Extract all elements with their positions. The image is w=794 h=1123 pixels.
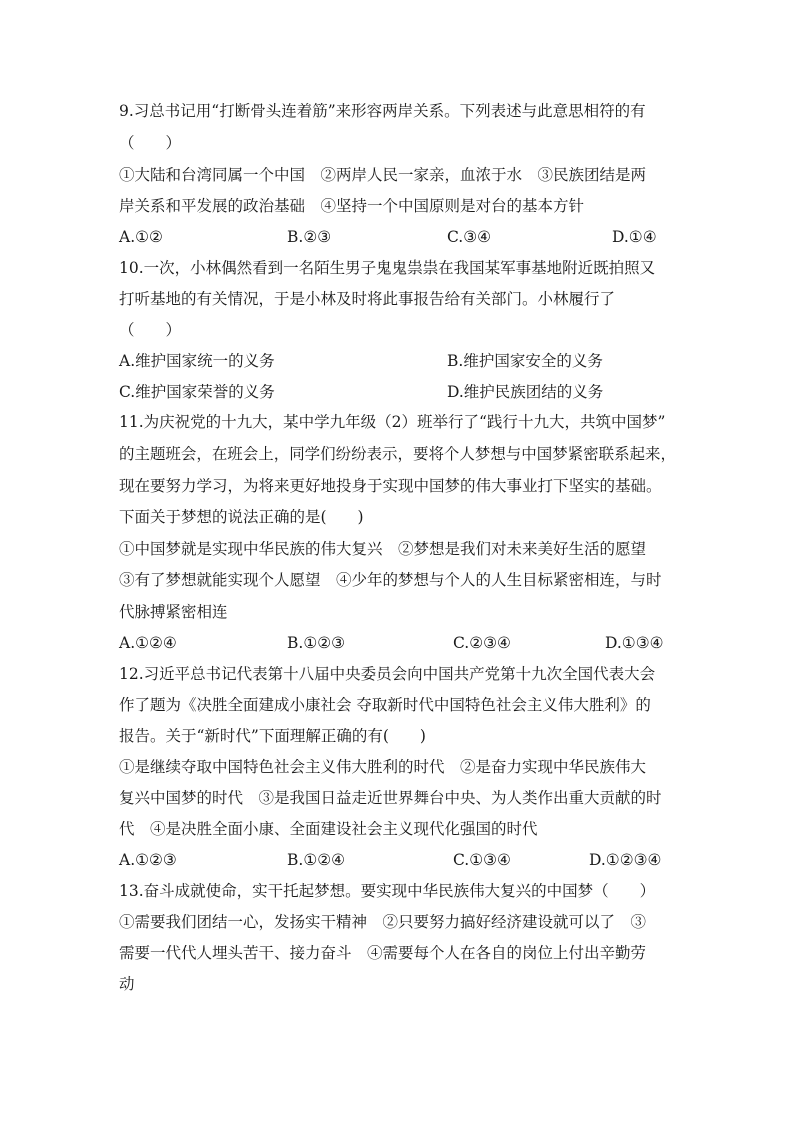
q12-option-a: A.①②③ [119, 851, 177, 869]
q9-line-1: 9.习总书记用“打断骨头连着筋”来形容两岸关系。下列表述与此意思相符的有 [119, 102, 646, 120]
q10-line-1: 10.一次，小林偶然看到一名陌生男子鬼鬼祟祟在我国某军事基地附近既拍照又 [119, 259, 656, 277]
q11-line-5: ①中国梦就是实现中华民族的伟大复兴 ②梦想是我们对未来美好生活的愿望 [119, 540, 647, 558]
q11-option-c: C.②③④ [453, 634, 511, 652]
q12-line-5: 复兴中国梦的时代 ③是我国日益走近世界舞台中央、为人类作出重大贡献的时 [119, 789, 662, 807]
q11-line-4: 下面关于梦想的说法正确的是( ) [119, 508, 364, 526]
q11-line-3: 现在要努力学习，为将来更好地投身于实现中国梦的伟大事业打下坚实的基础。 [119, 477, 662, 495]
q11-line-1: 11.为庆祝党的十九大，某中学九年级（2）班举行了“践行十九大，共筑中国梦” [119, 413, 666, 431]
q10-option-c: C.维护国家荣誉的义务 [119, 383, 275, 401]
q12-option-c: C.①③④ [453, 851, 511, 869]
q9-line-3: ①大陆和台湾同属一个中国 ②两岸人民一家亲，血浓于水 ③民族团结是两 [119, 166, 647, 184]
q9-option-d: D.①④ [612, 228, 657, 246]
q12-line-3: 报告。关于“新时代”下面理解正确的有( ) [119, 727, 426, 745]
q13-line-2: ①需要我们团结一心，发扬实干精神 ②只要努力搞好经济建设就可以了 ③ [119, 913, 647, 931]
q13-line-3: 需要一代代人埋头苦干、接力奋斗 ④需要每个人在各自的岗位上付出辛勤劳 [119, 944, 647, 962]
q13-line-4: 动 [119, 975, 135, 993]
q11-line-7: 代脉搏紧密相连 [119, 603, 228, 621]
q13-line-1: 13.奋斗成就使命，实干托起梦想。要实现中华民族伟大复兴的中国梦（ ） [119, 882, 656, 900]
q10-line-2: 打听基地的有关情况，于是小林及时将此事报告给有关部门。小林履行了 [119, 290, 616, 308]
q9-option-a: A.①② [119, 228, 163, 246]
q12-line-2: 作了题为《决胜全面建成小康社会 夺取新时代中国特色社会主义伟大胜利》的 [119, 696, 651, 714]
q11-line-2: 的主题班会，在班会上，同学们纷纷表示，要将个人梦想与中国梦紧密联系起来， [119, 445, 677, 463]
q12-line-4: ①是继续夺取中国特色社会主义伟大胜利的时代 ②是奋力实现中华民族伟大 [119, 758, 647, 776]
q11-option-a: A.①②④ [119, 634, 177, 652]
q10-option-b: B.维护国家安全的义务 [447, 352, 603, 370]
q10-option-d: D.维护民族团结的义务 [447, 383, 604, 401]
q9-line-4: 岸关系和平发展的政治基础 ④坚持一个中国原则是对台的基本方针 [119, 197, 585, 215]
q12-option-d: D.①②③④ [589, 851, 662, 869]
q11-option-b: B.①②③ [287, 634, 346, 652]
q9-option-b: B.②③ [287, 228, 332, 246]
q12-option-b: B.①②④ [287, 851, 346, 869]
q9-option-c: C.③④ [447, 228, 492, 246]
q11-option-d: D.①③④ [605, 634, 664, 652]
q9-line-2: （ ） [119, 134, 182, 152]
q11-line-6: ③有了梦想就能实现个人愿望 ④少年的梦想与个人的人生目标紧密相连，与时 [119, 571, 662, 589]
q12-line-6: 代 ④是决胜全面小康、全面建设社会主义现代化强国的时代 [119, 820, 538, 838]
q12-line-1: 12.习近平总书记代表第十八届中央委员会向中国共产党第十九次全国代表大会 [119, 665, 656, 683]
q10-line-3: （ ） [119, 321, 182, 339]
q10-option-a: A.维护国家统一的义务 [119, 352, 275, 370]
